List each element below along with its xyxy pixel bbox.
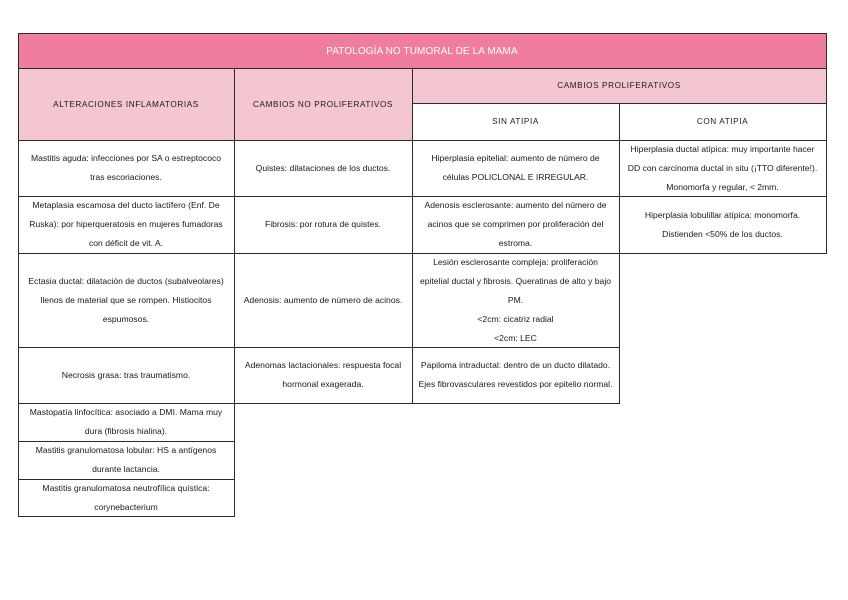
header-proliferative: CAMBIOS PROLIFERATIVOS: [412, 68, 826, 103]
non-proliferative-cell-2: Fibrosis: por rotura de quistes.: [264, 219, 382, 229]
non-proliferative-cell-4: Adenomas lactacionales: respuesta focal hormonal exagerada.: [244, 360, 402, 389]
no-atypia-cell-4: Papiloma intraductal: dentro de un ducto dilatado. Ejes fibrovasculares revestidos por epitelio normal.: [418, 360, 613, 389]
with-atypia-cell-2: Hiperplasia lobulillar atípica: monomorfa. Distienden <50% de los ductos.: [644, 209, 801, 239]
border-line: [18, 479, 235, 480]
border-line: [18, 68, 827, 69]
header-inflammatory: ALTERACIONES INFLAMATORIAS: [18, 68, 234, 140]
border-line: [18, 33, 827, 34]
border-line: [18, 403, 620, 404]
border-line: [18, 516, 235, 517]
border-line: [18, 253, 827, 254]
no-atypia-cell-3: Lesión esclerosante compleja: proliferación epitelial ductal y fibrosis. Queratinas de alto y bajo PM. <2cm: cicatriz radial <2cm: LEC: [419, 256, 612, 343]
inflammatory-cell-3: Ectasia ductal: dilatación de ductos (subalveolares) llenos de material que se rompen. Histiocitos espumosos.: [28, 275, 224, 324]
no-atypia-cell-2: Adenosis esclerosante: aumento del número de acinos que se comprimen por proliferación del estroma.: [424, 200, 607, 248]
inflammatory-cell-5: Mastopatía linfocítica: asociado a DMI. Mama muy dura (fibrosis hialina).: [29, 407, 223, 436]
border-line: [18, 33, 19, 517]
inflammatory-cell-4: Necrosis grasa: tras traumatismo.: [61, 369, 191, 380]
border-line: [18, 347, 620, 348]
with-atypia-cell-1: Hiperplasia ductal atípica: muy importante hacer DD con carcinoma ductal in situ (¡TTO diferente!). Monomorfa y regular, < 2mm.: [627, 143, 818, 192]
border-line: [18, 140, 827, 141]
border-line: [412, 68, 413, 404]
header-non-proliferative: CAMBIOS NO PROLIFERATIVOS: [234, 68, 412, 140]
non-proliferative-cell-3: Adenosis: aumento de número de acinos.: [243, 294, 403, 305]
inflammatory-cell-2: Metaplasia escamosa del ducto lactífero (Enf. De Ruska): por hiperqueratosis en mujeres fumadoras con déficit de vit. A.: [29, 200, 223, 248]
border-line: [18, 441, 235, 442]
table-title: PATOLOGÍA NO TUMORAL DE LA MAMA: [18, 34, 826, 68]
border-line: [619, 103, 620, 404]
non-proliferative-cell-1: Quistes: dilataciones de los ductos.: [255, 162, 391, 173]
no-atypia-cell-1: Hiperplasia epitelial: aumento de número de células POLICLONAL E IRREGULAR.: [431, 153, 600, 182]
header-with-atypia: CON ATIPIA: [696, 117, 749, 126]
border-line: [18, 196, 827, 197]
inflammatory-cell-1: Mastitis aguda: infecciones por SA o estreptococo tras escoriaciones.: [30, 153, 222, 182]
header-no-atypia: SIN ATIPIA: [492, 117, 539, 126]
inflammatory-cell-7: Mastitis granulomatosa neutrofílica quística: corynebacterium: [42, 482, 210, 512]
inflammatory-cell-6: Mastitis granulomatosa lobular: HS a antígenos durante lactancia.: [35, 445, 217, 474]
border-line: [234, 68, 235, 517]
border-line: [826, 33, 827, 254]
